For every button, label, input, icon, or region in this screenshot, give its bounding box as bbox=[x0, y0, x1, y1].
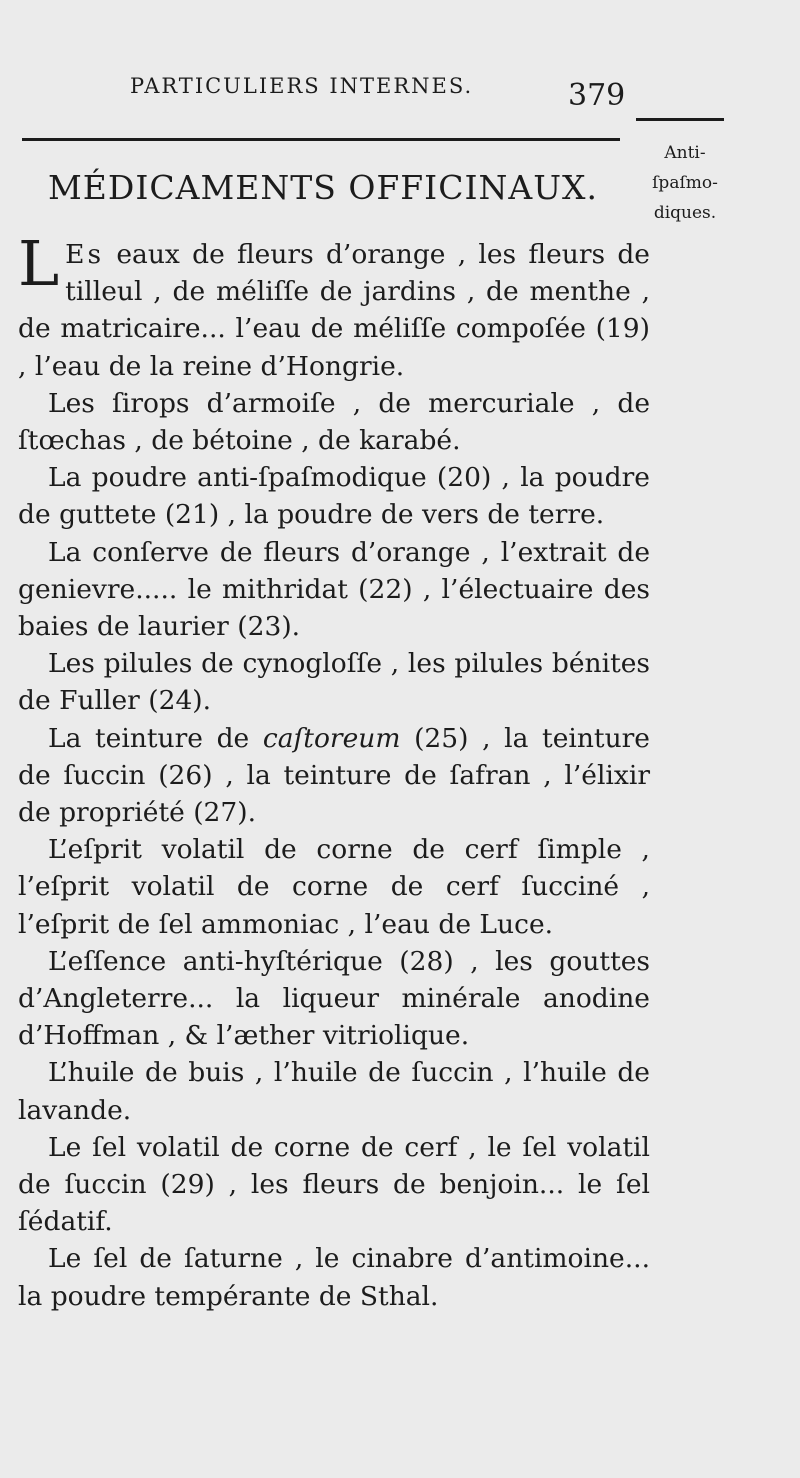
paragraph: Le ſel volatil de corne de cerf , le ſel volatil de ſuccin (29) , les fleurs de benjoin... le ſel ſédatif. bbox=[18, 1131, 650, 1238]
paragraph-text: (25) , la teinture de ſuccin (26) , la teinture de ſafran , l’élixir de propriété (27). bbox=[18, 722, 650, 829]
paragraph: Les pilules de cynogloſſe , les pilules bénites de Fuller (24). bbox=[18, 648, 650, 717]
margin-note-line: Anti- bbox=[664, 143, 706, 163]
paragraph: L’eſprit volatil de corne de cerf ſimple , l’eſprit volatil de corne de cerf ſucciné , l’eſprit de ſel ammoniac , l’eau de Luce. bbox=[18, 834, 650, 940]
drop-cap-continuation: Es bbox=[65, 239, 105, 270]
paragraph: La conſerve de fleurs d’orange , l’extrait de genievre..... le mithridat (22) , l’électuaire des baies de laurier (23). bbox=[18, 536, 650, 643]
paragraph bbox=[18, 227, 650, 385]
paragraph: L’eſſence anti-hyſtérique (28) , les gouttes d’Angleterre... la liqueur minérale anodine d’Hoffman , & l’æther vitriolique. bbox=[18, 945, 650, 1052]
margin-rule bbox=[636, 118, 724, 121]
page-number: 379 bbox=[568, 78, 626, 113]
running-head: PARTICULIERS INTERNES. bbox=[130, 74, 474, 98]
paragraph: Le ſel de ſaturne , le cinabre d’antimoine... la poudre tempérante de Sthal. bbox=[18, 1243, 650, 1312]
paragraph: La poudre anti-ſpaſmodique (20) , la poudre de guttete (21) , la poudre de vers de terre. bbox=[18, 462, 650, 531]
margin-note-line: ſpaſmo- bbox=[652, 173, 718, 193]
paragraph: Les ſirops d’armoiſe , de mercuriale , de ſtœchas , de bétoine , de karabé. bbox=[18, 387, 650, 457]
italic-term: caſtoreum bbox=[262, 722, 401, 754]
section-title: MÉDICAMENTS OFFICINAUX. bbox=[48, 168, 598, 207]
drop-cap: L bbox=[18, 227, 60, 300]
paragraph-text: eaux de fleurs d’orange , les fleurs de tilleul , de méliſſe de jardins , de menthe , de matricaire... l’eau de méliſſe compoſée (19) , l’eau de la reine d’Hongrie. bbox=[18, 239, 650, 382]
margin-note-line: diques. bbox=[653, 203, 717, 223]
paragraph: L’huile de buis , l’huile de ſuccin , l’huile de lavande. bbox=[18, 1057, 650, 1126]
margin-note bbox=[630, 138, 740, 228]
paragraph bbox=[18, 720, 650, 832]
header-rule bbox=[22, 138, 620, 141]
body-text bbox=[18, 227, 650, 1315]
paragraph-text: La teinture de bbox=[48, 722, 263, 754]
